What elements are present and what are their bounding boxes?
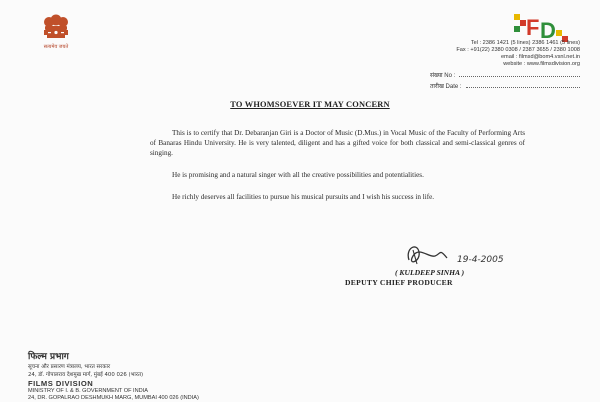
body-paragraph-2: He is promising and a natural singer with all the creative possibilities and potentialities. <box>172 171 424 179</box>
footer-address-line: 24, DR. GOPALRAO DESHMUKH MARG, MUMBAI 400 026 (INDIA) <box>28 395 199 401</box>
contact-website: website : www.filmsdivision.org <box>503 61 580 67</box>
footer-hindi-address: 24, डॉ. गोपालराव देशमुख मार्ग, मुंबई 400 026 (भारत) <box>28 372 144 378</box>
footer-org: FILMS DIVISION <box>28 379 94 388</box>
signature-date: 19-4-2005 <box>457 255 504 265</box>
ref-date-line <box>466 81 580 88</box>
handwritten-signature <box>395 238 555 272</box>
svg-text:D: D <box>540 18 556 43</box>
ref-number-row <box>430 70 580 81</box>
ref-number-label: संख्या No : <box>430 73 456 79</box>
contact-email: email : filmsd@bom4.vsnl.net.in <box>500 54 580 60</box>
svg-text:F: F <box>526 15 540 40</box>
contact-block <box>370 40 580 68</box>
letter-title: TO WHOMSOEVER IT MAY CONCERN <box>230 100 390 109</box>
films-division-logo-icon <box>512 10 572 44</box>
contact-fax: Fax : +91(22) 2380 0308 / 2387 3655 / 2380 1008 <box>456 47 580 53</box>
body-paragraph-1: This is to certify that Dr. Debaranjan Giri is a Doctor of Music (D.Mus.) in Vocal Music of the Faculty of Performing Arts of Banaras Hindu University. He is very talented, diligent and has a gifted voice for both classical and semi-classical genres of singing. <box>150 129 525 157</box>
national-emblem-icon <box>38 12 74 48</box>
ref-date-row <box>430 81 580 92</box>
ref-number-line <box>459 70 580 77</box>
ref-date-label: तारीख Date : <box>430 84 462 90</box>
footer-hindi-ministry: सूचना और प्रसारण मंत्रालय, भारत सरकार <box>28 364 111 370</box>
reference-block <box>430 70 580 92</box>
footer-hindi-org: फिल्म प्रभाग <box>28 352 69 362</box>
footer-address <box>28 352 348 402</box>
letter-body <box>150 128 525 214</box>
signatory-title: DEPUTY CHIEF PRODUCER <box>345 278 453 287</box>
signatory-name: ( KULDEEP SINHA ) <box>395 268 465 277</box>
contact-phone: Tel : 2386 1421 (5 lines) 2386 1461 (5 lines) <box>470 40 580 46</box>
emblem-caption: सत्यमेव जयते <box>43 44 69 50</box>
body-paragraph-3: He richly deserves all facilities to pursue his musical pursuits and I wish his success in life. <box>172 193 435 201</box>
footer-ministry: MINISTRY OF I. & B. GOVERNMENT OF INDIA <box>28 388 148 394</box>
